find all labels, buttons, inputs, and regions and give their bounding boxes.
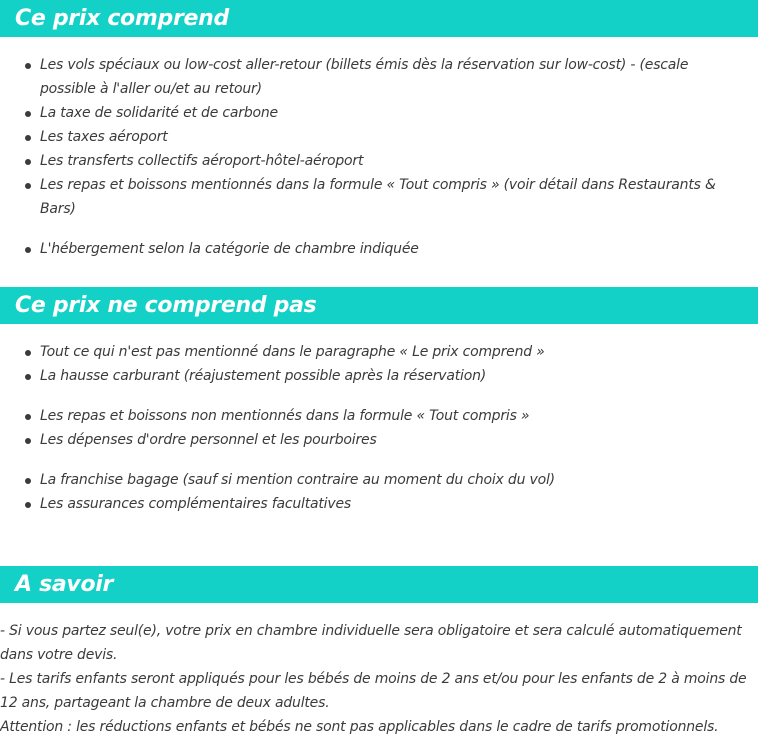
info-line: - Si vous partez seul(e), votre prix en chambre individuelle sera obligatoire et sera calculé automatiquement dans votre devis. bbox=[0, 623, 742, 663]
excluded-list bbox=[0, 324, 758, 516]
excluded-title: Ce prix ne comprend pas bbox=[15, 293, 317, 318]
list-item: La taxe de solidarité et de carbone bbox=[0, 101, 758, 125]
info-line: - Les tarifs enfants seront appliqués pour les bébés de moins de 2 ans et/ou pour les enfants de 2 à moins de 12 ans, partageant la chambre de deux adultes. bbox=[0, 671, 747, 711]
included-title: Ce prix comprend bbox=[15, 6, 229, 31]
info-title: A savoir bbox=[15, 572, 114, 597]
section-header bbox=[0, 0, 758, 37]
included-list bbox=[0, 37, 758, 261]
list-item: Tout ce qui n'est pas mentionné dans le paragraphe « Le prix comprend » bbox=[0, 340, 758, 364]
excluded-section bbox=[0, 287, 758, 516]
included-section bbox=[0, 0, 758, 261]
info-notes bbox=[0, 603, 758, 739]
list-item: Les repas et boissons non mentionnés dans la formule « Tout compris » bbox=[0, 404, 758, 428]
section-header bbox=[0, 287, 758, 324]
list-item: Les repas et boissons mentionnés dans la formule « Tout compris » (voir détail dans Restaurants & Bars) bbox=[0, 173, 758, 221]
list-item: Les assurances complémentaires facultatives bbox=[0, 492, 758, 516]
list-item: Les taxes aéroport bbox=[0, 125, 758, 149]
section-header bbox=[0, 566, 758, 603]
list-item: La hausse carburant (réajustement possible après la réservation) bbox=[0, 364, 758, 388]
info-line: Attention : les réductions enfants et bébés ne sont pas applicables dans le cadre de tarifs promotionnels. bbox=[0, 719, 719, 735]
list-item: Les transferts collectifs aéroport-hôtel-aéroport bbox=[0, 149, 758, 173]
info-section bbox=[0, 566, 758, 739]
list-item: La franchise bagage (sauf si mention contraire au moment du choix du vol) bbox=[0, 468, 758, 492]
list-item: Les dépenses d'ordre personnel et les pourboires bbox=[0, 428, 758, 452]
list-item: Les vols spéciaux ou low-cost aller-retour (billets émis dès la réservation sur low-cost) - (escale possible à l'aller ou/et au retour) bbox=[0, 53, 758, 101]
list-item: L'hébergement selon la catégorie de chambre indiquée bbox=[0, 237, 758, 261]
